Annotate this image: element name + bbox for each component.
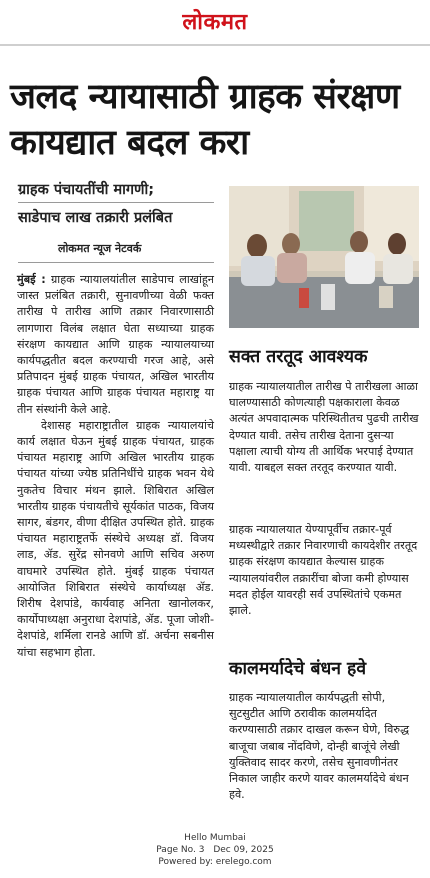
meeting-photo-image: [229, 186, 419, 328]
left-column-body: [17, 272, 214, 661]
meeting-photo: [229, 186, 419, 328]
paragraph-1-text: ग्राहक न्यायालयांतील साडेपाच लाखांहून जास्त प्रलंबित तक्रारी, सुनावणीच्या वेळी फक्त तारीख पे तारीख आणि तक्रार निवारणासाठी लागणारा विलंब लक्षात घेता सध्याच्या ग्राहक संरक्षण कायद्यात आणि ग्राहक न्यायालयाच्या कार्यपद्धतीत बदल करण्याची गरज आहे, असे प्रतिपादन मुंबई ग्राहक पंचायत, अखिल भारतीय ग्राहक पंचायत आणि ग्राहक पंचायत महाराष्ट्र या तीन संस्थांनी केले आहे.: [17, 273, 214, 416]
publication-date: Dec 09, 2025: [213, 845, 274, 855]
section-1-paragraph-2: ग्राहक न्यायालयात येण्यापूर्वीच तक्रार-पूर्व मध्यस्थीद्वारे तक्रार निवारणाची कायदेशीर तरतूद ग्राहक संरक्षण कायद्यात केल्यास ग्राहक न्यायालयांवरील तक्रारींचा बोजा कमी होण्यास मदत होईल यावरही सर्व उपस्थितांचे एकमत झाले.: [229, 523, 418, 618]
dateline: मुंबई :: [17, 273, 46, 286]
section-1-paragraph-1: ग्राहक न्यायालयातील तारीख पे तारीखला आळा घालण्यासाठी कोणत्याही पक्षकाराला केवळ अत्यंत अपवादात्मक परिस्थितीतच पुढची तारीख देण्यात यावी. तसेच तारीख देताना दुसऱ्या पक्षाला त्याची योग्य ती आर्थिक भरपाई देण्यात यावी. याबद्दल सक्त तरतूद करण्यात यावी.: [229, 380, 419, 475]
newspaper-logo: लोकमत: [182, 9, 248, 35]
section-heading-2: कालमर्यादेचे बंधन हवे: [229, 659, 367, 679]
powered-by: Powered by: erelego.com: [158, 857, 272, 867]
subheadline-2: साडेपाच लाख तक्रारी प्रलंबित: [18, 210, 173, 226]
edition-name: Hello Mumbai: [184, 833, 246, 843]
paragraph-2: देशासह महाराष्ट्रातील ग्राहक न्यायालयांचे कार्य लक्षात घेऊन मुंबई ग्राहक पंचायत, ग्राहक पंचायत महाराष्ट्र आणि अखिल भारतीय ग्राहक पंचायत यांच्या ज्येष्ठ प्रतिनिधींचे ग्राहक भवन येथे नुकतेच विचार मंथन झाले. शिबिरात अखिल भारतीय ग्राहक पंचायतीचे सूर्यकांत पाठक, विजय सागर, बंडगर, वीणा दीक्षित उपस्थित होते. ग्राहक पंचायत महाराष्ट्रतर्फे संस्थेचे अध्यक्ष डॉ. विजय लाड, ॲड. सुरेंद्र सोनवणे आणि सचिव अरुण वाघमारे उपस्थित होते. मुंबई ग्राहक पंचायत आयोजित शिबिरात संस्थेचे कार्याध्यक्ष ॲड. शिरीष देशपांडे, कार्यवाह अनिता खानोलकर, कार्योपाध्यक्षा अनुराधा देशपांडे, ॲड. पूजा जोशी-देशपांडे, शर्मिला रानडे आणि डॉ. अर्चना सबनीस यांचा सहभाग होता.: [17, 418, 214, 659]
page-footer: [0, 832, 430, 868]
article-headline: जलद न्यायासाठी ग्राहक संरक्षण कायद्यात बदल करा: [10, 77, 400, 163]
masthead: [0, 6, 430, 40]
paragraph-1: [17, 272, 214, 418]
masthead-divider: [0, 44, 430, 46]
section-heading-1: सक्त तरतूद आवश्यक: [229, 347, 368, 367]
section-2-paragraph: ग्राहक न्यायालयातील कार्यपद्धती सोपी, सुटसुटीत आणि ठरावीक कालमर्यादेत करण्यासाठी तक्रार दाखल करून घेणे, विरुद्ध बाजूचा जबाब नोंदविणे, दोन्ही बाजूंचे लेखी युक्तिवाद सादर करणे, तसेच सुनावणीनंतर निकाल जाहीर करणे यावर कालमर्यादेचे बंधन हवे.: [229, 691, 410, 802]
byline: लोकमत न्यूज नेटवर्क: [58, 242, 142, 255]
subhead-divider: [18, 202, 214, 203]
page-number: Page No. 3: [156, 845, 205, 855]
page-info: [0, 844, 430, 856]
byline-divider: [18, 262, 214, 263]
subheadline-1: ग्राहक पंचायतींची मागणी;: [18, 182, 155, 198]
